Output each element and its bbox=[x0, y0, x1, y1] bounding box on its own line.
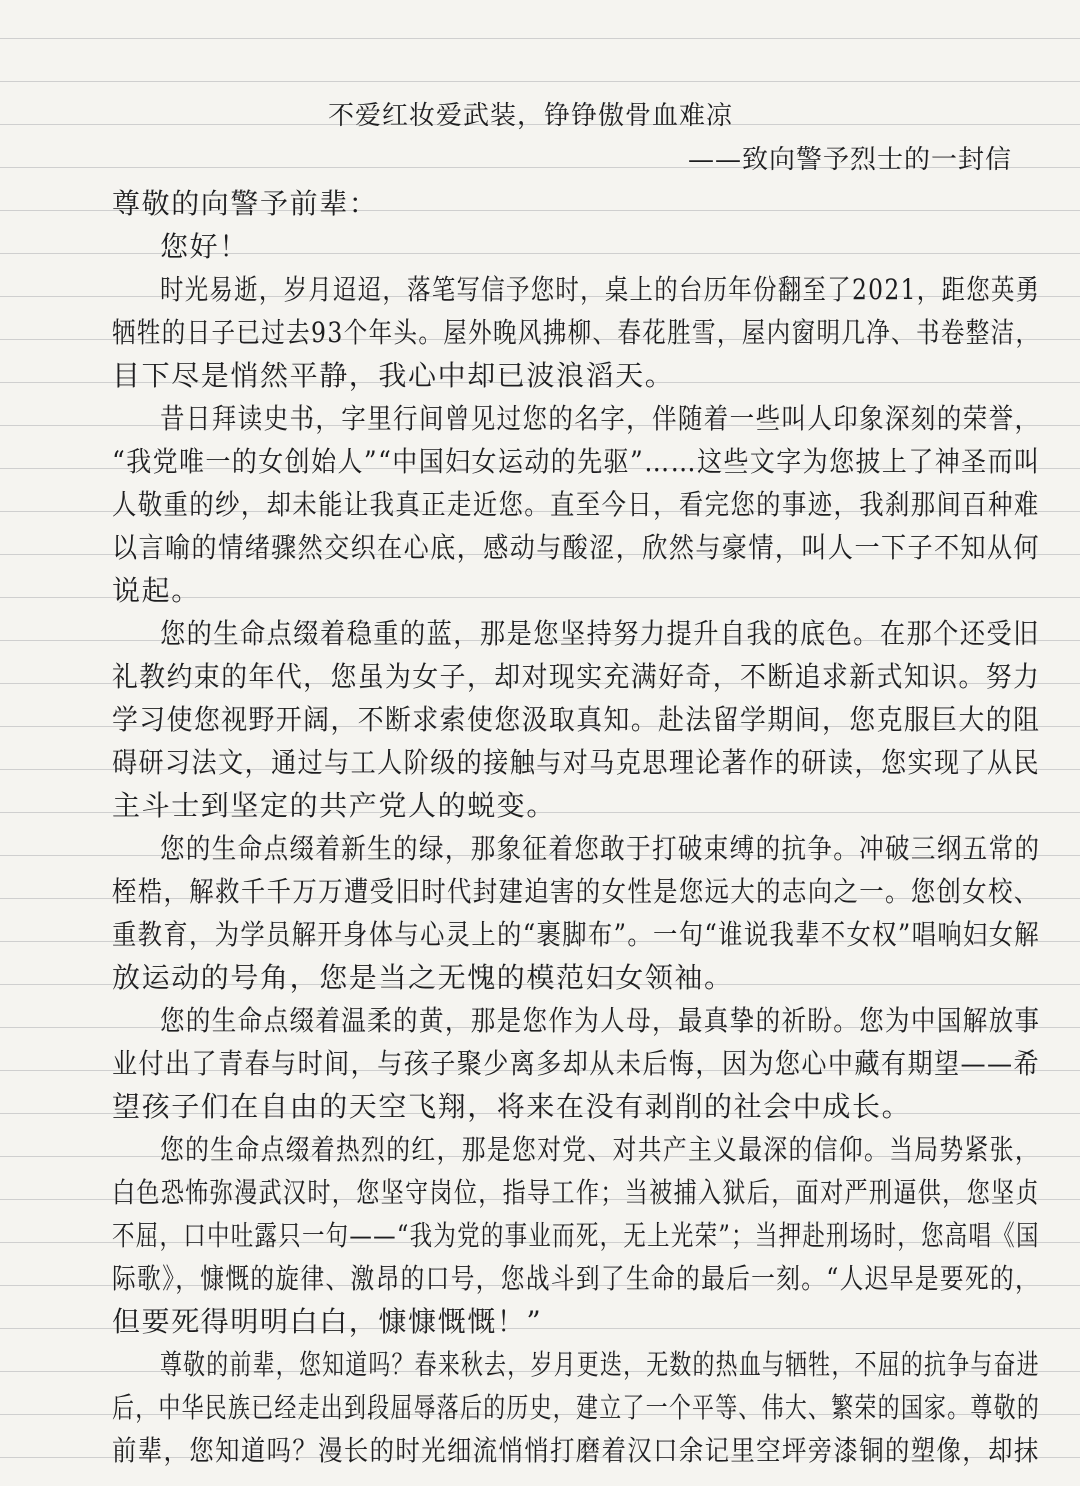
letter-line: 礼教约束的年代，您虽为女子，却对现实充满好奇，不断追求新式知识。努力 bbox=[112, 660, 1041, 693]
letter-line: 您的生命点缀着热烈的红，那是您对党、对共产主义最深的信仰。当局势紧张， bbox=[160, 1133, 1040, 1166]
greeting: 您好！ bbox=[160, 230, 249, 263]
letter-line: 放运动的号角，您是当之无愧的模范妇女领袖。 bbox=[112, 961, 734, 994]
letter-line: 但要死得明明白白，慷慷慨慨！” bbox=[112, 1305, 543, 1338]
letter-line: 尊敬的前辈，您知道吗？春来秋去，岁月更迭，无数的热血与牺牲，不屈的抗争与奋进 bbox=[160, 1348, 1040, 1381]
letter-line: 牺牲的日子已过去93个年头。屋外晚风拂柳、春花胜雪，屋内窗明几净、书卷整洁， bbox=[112, 316, 1041, 349]
letter-line: 您的生命点缀着温柔的黄，那是您作为人母，最真挚的祈盼。您为中国解放事 bbox=[160, 1004, 1041, 1037]
letter-line: 后，中华民族已经走出到段屈辱落后的历史，建立了一个平等、伟大、繁荣的国家。尊敬的 bbox=[112, 1391, 1041, 1424]
letter-line: 目下尽是悄然平静，我心中却已波浪滔天。 bbox=[112, 359, 675, 392]
letter-line: 以言喻的情绪骤然交织在心底，感动与酸涩，欣然与豪情，叫人一下子不知从何 bbox=[112, 531, 1041, 564]
letter-line: 昔日拜读史书，字里行间曾见过您的名字，伴随着一些叫人印象深刻的荣誉， bbox=[160, 402, 1041, 435]
letter-title: 不爱红妆爱武装，铮铮傲骨血难凉 bbox=[328, 101, 734, 131]
letter-subtitle: ——致向警予烈士的一封信 bbox=[688, 145, 1013, 175]
salutation: 尊敬的向警予前辈： bbox=[112, 187, 379, 220]
letter-line: 人敬重的纱，却未能让我真正走近您。直至今日，看完您的事迹，我刹那间百种难 bbox=[112, 488, 1040, 521]
letter-line: 时光易逝，岁月迢迢，落笔写信予您时，桌上的台历年份翻至了2021，距您英勇 bbox=[160, 273, 1041, 306]
letter-line: 际歌》，慷慨的旋律、激昂的口号，您战斗到了生命的最后一刻。“人迟早是要死的， bbox=[112, 1262, 1041, 1295]
letter-line: 说起。 bbox=[112, 574, 201, 607]
letter-line: 白色恐怖弥漫武汉时，您坚守岗位，指导工作；当被捕入狱后，面对严刑逼供，您坚贞 bbox=[112, 1176, 1040, 1209]
letter-line: 碍研习法文，通过与工人阶级的接触与对马克思理论著作的研读，您实现了从民 bbox=[112, 746, 1041, 779]
letter-line: 学习使您视野开阔，不断求索使您汲取真知。赴法留学期间，您克服巨大的阻 bbox=[112, 703, 1041, 736]
letter-line: 主斗士到坚定的共产党人的蜕变。 bbox=[112, 789, 557, 822]
letter-line: 不屈，口中吐露只一句——“我为党的事业而死，无上光荣”；当押赴刑场时，您高唱《国 bbox=[112, 1219, 1040, 1252]
letter-line: 望孩子们在自由的天空飞翔，将来在没有剥削的社会中成长。 bbox=[112, 1090, 912, 1123]
letter-line: “我党唯一的女创始人”“中国妇女运动的先驱”……这些文字为您披上了神圣而叫 bbox=[112, 445, 1041, 478]
letter-line: 重教育，为学员解开身体与心灵上的“裹脚布”。一句“谁说我辈不女权”唱响妇女解 bbox=[112, 918, 1041, 951]
letter-line: 您的生命点缀着稳重的蓝，那是您坚持努力提升自我的底色。在那个还受旧 bbox=[160, 617, 1040, 650]
letter-line: 桎梏，解救千千万万遭受旧时代封建迫害的女性是您远大的志向之一。您创女校、 bbox=[112, 875, 1040, 908]
letter-line: 您的生命点缀着新生的绿，那象征着您敢于打破束缚的抗争。冲破三纲五常的 bbox=[160, 832, 1041, 865]
letter-line: 业付出了青春与时间，与孩子聚少离多却从未后悔，因为您心中藏有期望——希 bbox=[112, 1047, 1041, 1080]
letter-line: 前辈，您知道吗？漫长的时光细流悄悄打磨着汉口余记里空坪旁漆铜的塑像，却抹 bbox=[112, 1434, 1040, 1467]
